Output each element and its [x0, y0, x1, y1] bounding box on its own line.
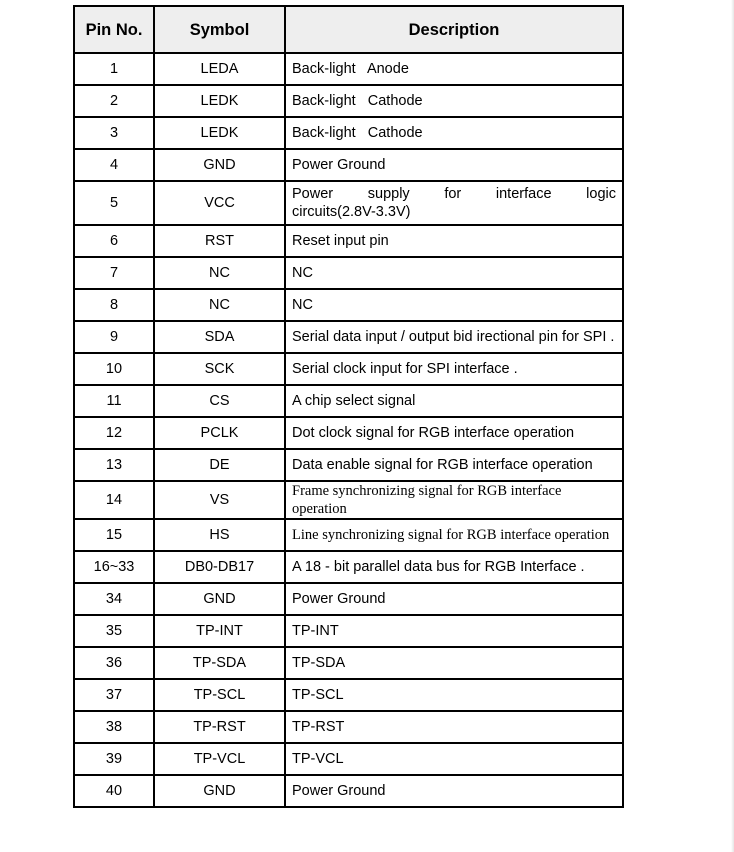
pin-symbol: GND [154, 583, 285, 615]
table-row [74, 615, 623, 647]
pin-symbol: NC [154, 257, 285, 289]
table-row [74, 743, 623, 775]
table-row [74, 519, 623, 551]
pin-symbol: CS [154, 385, 285, 417]
table-row [74, 289, 623, 321]
pin-symbol: DB0-DB17 [154, 551, 285, 583]
pin-symbol: TP-RST [154, 711, 285, 743]
pin-description: NC [285, 257, 623, 289]
pin-description: TP-INT [285, 615, 623, 647]
pin-number: 35 [74, 615, 154, 647]
pin-description: TP-SCL [285, 679, 623, 711]
pin-number: 12 [74, 417, 154, 449]
pin-symbol: SCK [154, 353, 285, 385]
table-row [74, 417, 623, 449]
pin-symbol: LEDA [154, 53, 285, 85]
pin-description: NC [285, 289, 623, 321]
pin-description: A 18 - bit parallel data bus for RGB Interface . [285, 551, 623, 583]
table-row [74, 551, 623, 583]
pin-number: 36 [74, 647, 154, 679]
pin-number: 34 [74, 583, 154, 615]
pin-description: Data enable signal for RGB interface operation [285, 449, 623, 481]
table-row [74, 117, 623, 149]
pin-number: 8 [74, 289, 154, 321]
pin-symbol: DE [154, 449, 285, 481]
pin-symbol: VS [154, 481, 285, 519]
table-row [74, 385, 623, 417]
pin-symbol: NC [154, 289, 285, 321]
pin-number: 16~33 [74, 551, 154, 583]
pin-description: Power Ground [285, 583, 623, 615]
pin-number: 15 [74, 519, 154, 551]
pin-description: Power Ground [285, 775, 623, 807]
header-description: Description [285, 6, 623, 53]
table-header-row [74, 6, 623, 53]
table-row [74, 149, 623, 181]
header-symbol: Symbol [154, 6, 285, 53]
pin-symbol: LEDK [154, 85, 285, 117]
pin-symbol: TP-SDA [154, 647, 285, 679]
pin-number: 6 [74, 225, 154, 257]
table-row [74, 257, 623, 289]
pin-symbol: RST [154, 225, 285, 257]
pin-description: TP-VCL [285, 743, 623, 775]
pin-symbol: SDA [154, 321, 285, 353]
table-row [74, 53, 623, 85]
pin-symbol: TP-INT [154, 615, 285, 647]
pin-description: Back-light Anode [285, 53, 623, 85]
table-row [74, 775, 623, 807]
pin-number: 3 [74, 117, 154, 149]
table-row [74, 583, 623, 615]
pin-description: Line synchronizing signal for RGB interface operation [285, 519, 623, 551]
pin-symbol: GND [154, 149, 285, 181]
pin-description: A chip select signal [285, 385, 623, 417]
pin-description: Power Ground [285, 149, 623, 181]
pin-number: 38 [74, 711, 154, 743]
pin-number: 1 [74, 53, 154, 85]
pin-symbol: TP-SCL [154, 679, 285, 711]
pin-symbol: LEDK [154, 117, 285, 149]
pin-symbol: TP-VCL [154, 743, 285, 775]
pin-number: 14 [74, 481, 154, 519]
pin-symbol: GND [154, 775, 285, 807]
pin-number: 13 [74, 449, 154, 481]
table-row [74, 711, 623, 743]
pin-description: Reset input pin [285, 225, 623, 257]
pin-description: Back-light Cathode [285, 85, 623, 117]
table-row [74, 449, 623, 481]
pin-symbol: HS [154, 519, 285, 551]
table-row [74, 353, 623, 385]
pin-symbol: PCLK [154, 417, 285, 449]
pin-description: Frame synchronizing signal for RGB interface operation [285, 481, 623, 519]
pin-number: 39 [74, 743, 154, 775]
pin-symbol: VCC [154, 181, 285, 225]
pin-number: 5 [74, 181, 154, 225]
pin-description-line1: Power supply for interface logic [292, 186, 616, 202]
pin-number: 4 [74, 149, 154, 181]
pin-number: 10 [74, 353, 154, 385]
table-row [74, 181, 623, 225]
pin-number: 11 [74, 385, 154, 417]
table-row [74, 647, 623, 679]
table-row [74, 85, 623, 117]
pin-description: Serial data input / output bid irectional pin for SPI . [285, 321, 623, 353]
header-pin-no: Pin No. [74, 6, 154, 53]
pin-description: TP-SDA [285, 647, 623, 679]
pin-description: Serial clock input for SPI interface . [285, 353, 623, 385]
table-row [74, 321, 623, 353]
table-row [74, 481, 623, 519]
pin-number: 2 [74, 85, 154, 117]
table-row [74, 225, 623, 257]
pin-description: Back-light Cathode [285, 117, 623, 149]
table-row [74, 679, 623, 711]
pin-number: 37 [74, 679, 154, 711]
pin-number: 9 [74, 321, 154, 353]
pin-description: Dot clock signal for RGB interface operation [285, 417, 623, 449]
pin-number: 7 [74, 257, 154, 289]
pin-description-line2: circuits(2.8V-3.3V) [292, 204, 411, 220]
pin-description: TP-RST [285, 711, 623, 743]
pin-definition-table [73, 5, 624, 808]
pin-number: 40 [74, 775, 154, 807]
pin-description [285, 181, 623, 225]
